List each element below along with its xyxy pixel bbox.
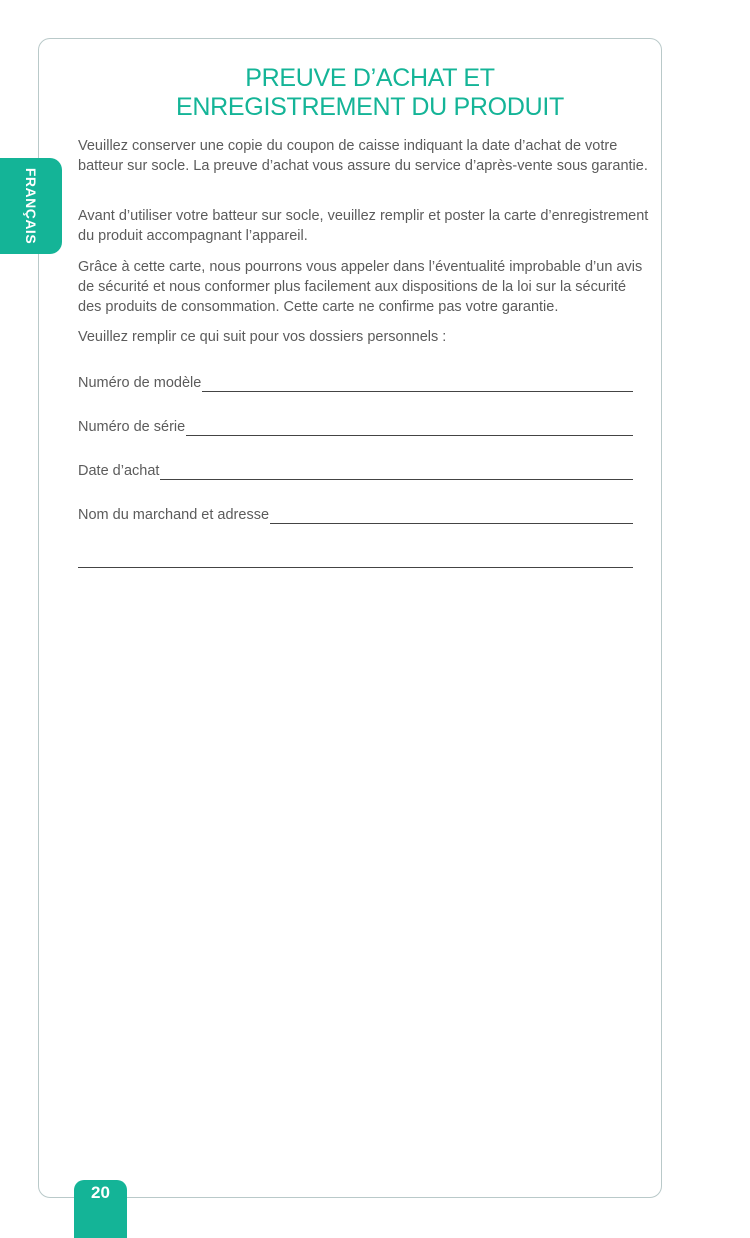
paragraph-registration-card: Avant d’utiliser votre batteur sur socle, veuillez remplir et poster la carte d’enregistrement du produit accompagnant l’appareil.	[78, 208, 649, 244]
model-number-field	[202, 374, 633, 392]
page-title	[60, 64, 680, 122]
dealer-address-field	[78, 550, 633, 568]
serial-number-label: Numéro de série	[78, 419, 186, 435]
serial-number-field	[186, 418, 633, 436]
page-number: 20	[91, 1183, 110, 1202]
page-number-tab	[74, 1180, 127, 1238]
page-title-line-1: PREUVE D’ACHAT ET	[245, 64, 495, 92]
language-tab-label: FRANÇAIS	[23, 167, 39, 245]
model-number-label: Numéro de modèle	[78, 375, 202, 391]
dealer-address-row	[78, 546, 633, 568]
purchase-date-row	[78, 458, 633, 480]
serial-number-row	[78, 414, 633, 436]
purchase-date-field	[160, 462, 633, 480]
language-tab	[0, 158, 62, 254]
paragraph-proof-of-purchase: Veuillez conserver une copie du coupon de caisse indiquant la date d’achat de votre batteur sur socle. La preuve d’achat vous assure du service d’après-vente sous garantie.	[78, 138, 648, 174]
dealer-label: Nom du marchand et adresse	[78, 507, 270, 523]
page-title-line-2: ENREGISTREMENT DU PRODUIT	[176, 93, 564, 121]
paragraph-safety-notice: Grâce à cette carte, nous pourrons vous appeler dans l’éventualité improbable d’un avis de sécurité et nous conformer plus facilement aux dispositions de la loi sur la sécurité des produits de consommation. Cette carte ne confirme pas votre garantie.	[78, 259, 643, 315]
dealer-row	[78, 502, 633, 524]
purchase-date-label: Date d’achat	[78, 463, 160, 479]
paragraph-fill-instructions: Veuillez remplir ce qui suit pour vos dossiers personnels :	[78, 329, 447, 345]
model-number-row	[78, 370, 633, 392]
dealer-field	[270, 506, 633, 524]
